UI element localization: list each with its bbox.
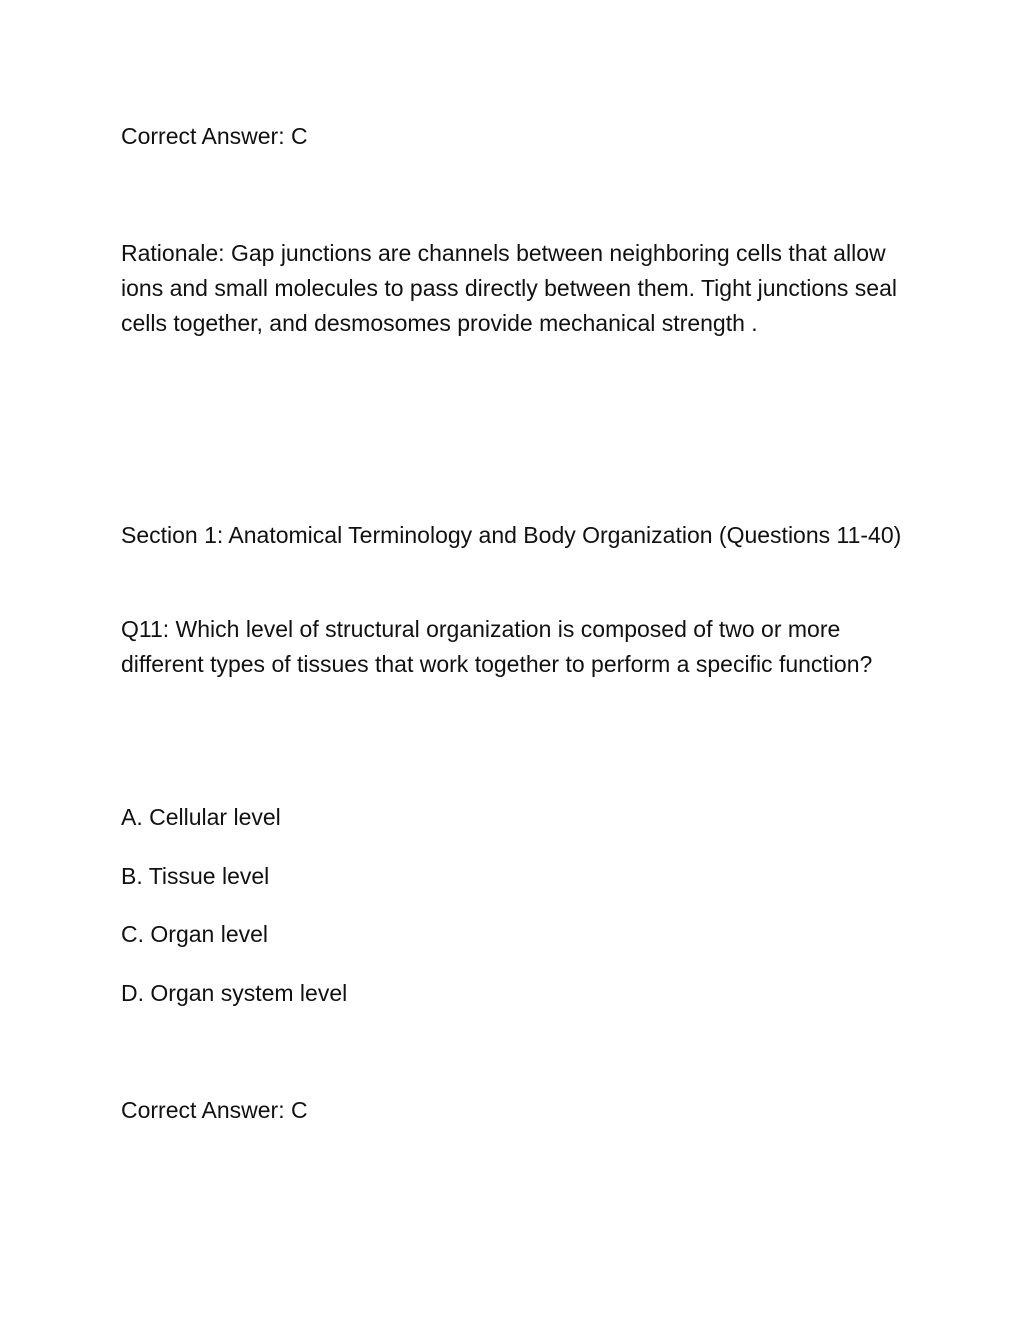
option-b: B. Tissue level (121, 863, 270, 889)
previous-correct-answer: Correct Answer: C (121, 123, 308, 149)
correct-answer: Correct Answer: C (121, 1097, 308, 1123)
option-d: D. Organ system level (121, 980, 348, 1006)
option-c: C. Organ level (121, 921, 269, 947)
question-text: Q11: Which level of structural organization is composed of two or more different types of tissues that work together to perform a specific function? (121, 616, 873, 677)
rationale-paragraph: Rationale: Gap junctions are channels between neighboring cells that allow ions and small molecules to pass directly between them. Tight junctions seal cells together, and desmosomes provide mechanical strength . (121, 240, 898, 336)
option-a: A. Cellular level (121, 804, 281, 830)
section-heading: Section 1: Anatomical Terminology and Body Organization (Questions 11-40) (121, 522, 902, 548)
